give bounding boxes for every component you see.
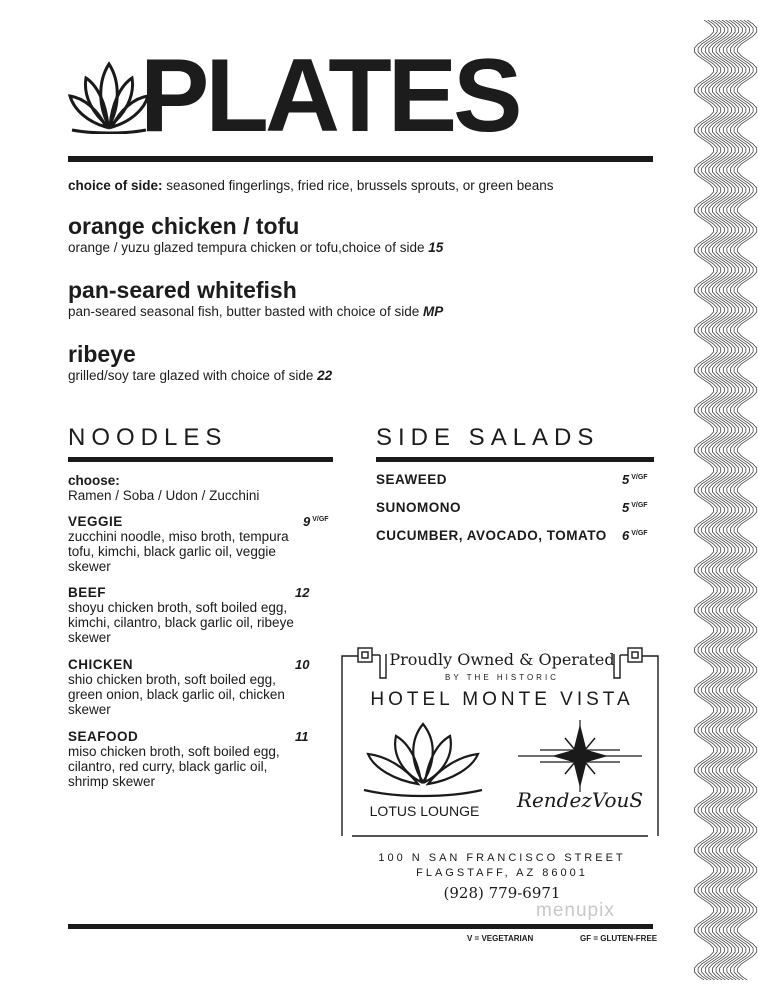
watermark: menupix: [536, 900, 615, 921]
salad-tag: V/GF: [631, 530, 648, 537]
plate-description: pan-seared seasonal fish, butter basted with choice of side MP: [68, 304, 444, 319]
noodle-description: shoyu chicken broth, soft boiled egg, kimchi, cilantro, black garlic oil, ribeye skewer: [68, 600, 294, 645]
salad-tag: V/GF: [631, 502, 648, 509]
phone-number: (928) 779-6971: [443, 884, 561, 902]
plate-item: [68, 341, 332, 383]
plate-name: orange chicken / tofu: [68, 213, 300, 239]
rendezvous-name: RendezVouS: [516, 788, 644, 812]
noodle-price: 9 $^{V/GF}$: [303, 514, 329, 529]
legend-vegetarian: V = VEGETARIAN: [467, 934, 534, 943]
noodle-price: 11: [295, 729, 309, 744]
noodle-price: 10: [295, 657, 310, 672]
address-city: FLAGSTAFF, AZ 86001: [416, 867, 588, 879]
noodle-description: miso chicken broth, soft boiled egg, cilantro, red curry, black garlic oil, shrimp skewer: [68, 744, 280, 789]
plate-description: orange / yuzu glazed tempura chicken or tofu,choice of side 15: [68, 240, 444, 255]
page-title: PLATES: [140, 38, 519, 154]
noodle-name: SEAFOOD: [68, 729, 139, 744]
lotus-flower-icon: [68, 56, 150, 134]
noodle-name: BEEF: [68, 585, 107, 600]
plates-header: [68, 38, 668, 154]
salad-tag: V/GF: [631, 474, 648, 481]
salad-name: CUCUMBER, AVOCADO, TOMATO: [376, 528, 607, 543]
salad-price: 6 $^{V/GF}$: [622, 528, 648, 543]
plate-item: [68, 277, 443, 319]
salad-price: 5 $^{V/GF}$: [622, 472, 648, 487]
noodle-item: [68, 514, 293, 574]
side-choice-label: choice of side:: [68, 178, 163, 193]
plate-description: grilled/soy tare glazed with choice of side 22: [68, 368, 333, 383]
plate-price: 15: [428, 240, 444, 255]
plate-name: ribeye: [68, 341, 136, 367]
noodle-name: VEGGIE: [68, 514, 123, 529]
salad-name: SUNOMONO: [376, 500, 461, 515]
side-choice-line: [68, 178, 554, 193]
noodle-item: [68, 585, 298, 645]
noodle-item: [68, 657, 293, 717]
compass-star-icon: [510, 718, 650, 794]
noodle-choose: [68, 473, 259, 503]
salad-name: SEAWEED: [376, 472, 448, 487]
legend-gluten-free: GF = GLUTEN-FREE: [580, 934, 658, 943]
plate-name: pan-seared whitefish: [68, 277, 297, 303]
noodles-divider: [68, 457, 333, 462]
header-divider: [68, 156, 653, 162]
noodle-description: shio chicken broth, soft boiled egg, green onion, black garlic oil, chicken skewer: [68, 672, 285, 717]
footer-divider: [68, 924, 653, 929]
owner-line-2: BY THE HISTORIC: [445, 673, 559, 682]
lotus-lounge-logo-icon: [358, 720, 488, 800]
noodle-tag: V/GF: [312, 516, 329, 523]
noodle-item: [68, 729, 293, 789]
plate-item: [68, 213, 443, 255]
noodles-heading: NOODLES: [68, 424, 228, 451]
owner-line-1: Proudly Owned & Operated: [389, 650, 615, 669]
plate-price: 22: [317, 368, 333, 383]
side-salads-heading: SIDE SALADS: [376, 424, 600, 451]
noodle-choose-label: choose:: [68, 473, 120, 488]
lotus-lounge-name: LOTUS LOUNGE: [369, 803, 480, 819]
salad-price: 5 $^{V/GF}$: [622, 500, 648, 515]
plate-price: MP: [422, 304, 444, 319]
hotel-name: HOTEL MONTE VISTA: [370, 689, 634, 710]
address-street: 100 N SAN FRANCISCO STREET: [378, 852, 626, 864]
noodle-name: CHICKEN: [68, 657, 134, 672]
noodle-description: zucchini noodle, miso broth, tempura tofu, kimchi, black garlic oil, veggie skewer: [68, 529, 289, 574]
wavy-border-decoration: [690, 20, 758, 980]
noodle-price: 12: [295, 585, 310, 600]
side-choice-options: seasoned fingerlings, fried rice, brussels sprouts, or green beans: [166, 178, 554, 193]
noodle-choose-options: Ramen / Soba / Udon / Zucchini: [68, 488, 260, 503]
side-salads-divider: [376, 457, 654, 462]
